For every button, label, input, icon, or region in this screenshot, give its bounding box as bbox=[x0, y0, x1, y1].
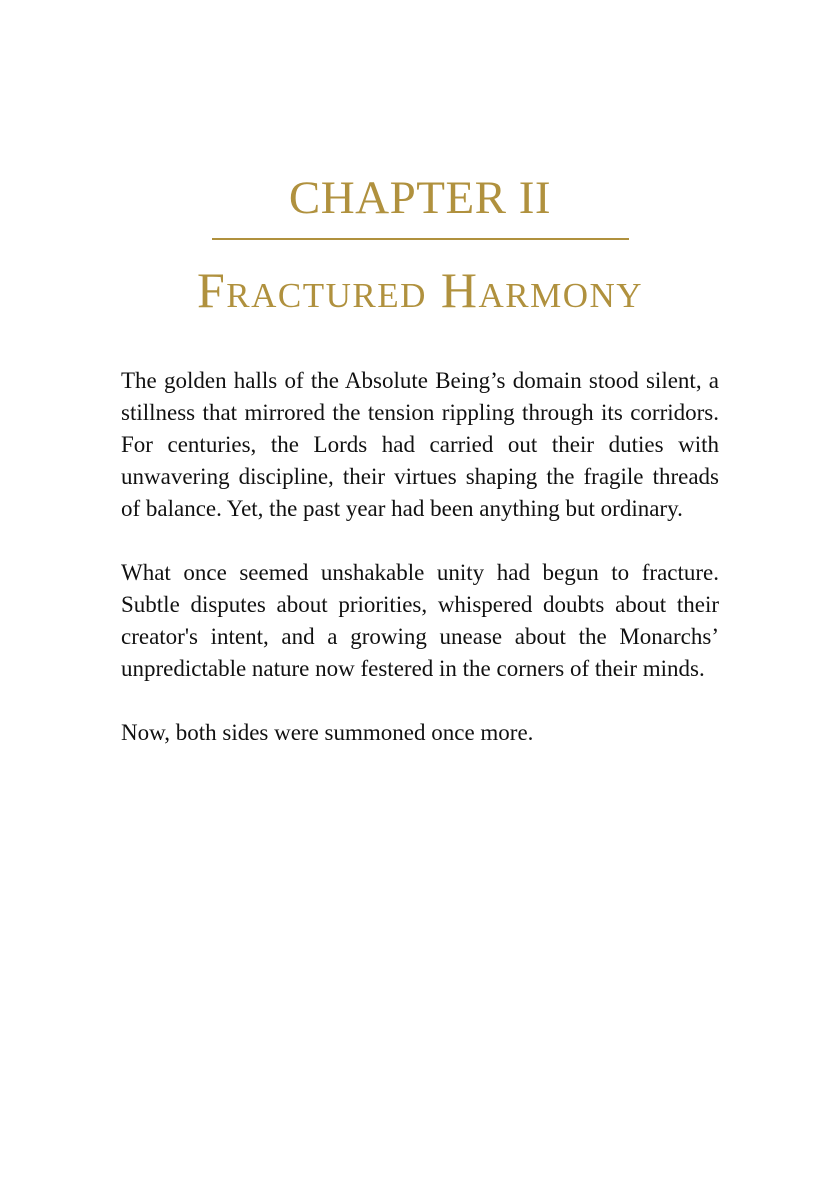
chapter-number: CHAPTER II bbox=[288, 172, 552, 224]
body-paragraph-2: What once seemed unshakable unity had begun to fracture. Subtle disputes about priorities, whispered doubts about their creator's intent, and a growing unease about the Monarchs’ unpredictable nature now festered in the corners of their minds. bbox=[121, 560, 719, 681]
body-paragraph-1: The golden halls of the Absolute Being’s domain stood silent, a stillness that mirrored the tension rippling through its corridors. For centuries, the Lords had carried out their duties with unwavering discipline, their virtues shaping the fragile threads of balance. Yet, the past year had been anything but ordinary. bbox=[121, 368, 719, 521]
chapter-body bbox=[121, 365, 719, 781]
body-paragraph-3: Now, both sides were summoned once more. bbox=[121, 720, 534, 745]
chapter-title: Fractured Harmony bbox=[196, 262, 644, 318]
chapter-divider bbox=[212, 238, 629, 240]
